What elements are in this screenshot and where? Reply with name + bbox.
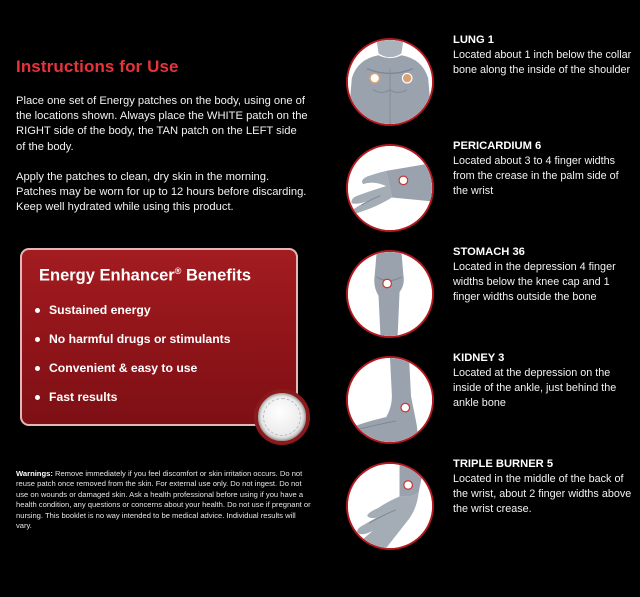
point-description: Located in the middle of the back of the wrist, about 2 finger widths above the wrist crease. bbox=[453, 473, 632, 515]
hand-back-illustration-icon bbox=[346, 462, 434, 550]
point-description: Located at the depression on the inside of the ankle, just behind the ankle bone bbox=[453, 367, 617, 409]
patch-illustration-icon bbox=[254, 389, 310, 445]
instructions-paragraph-placement: Place one set of Energy patches on the body, using one of the locations shown. Always place the WHITE patch on the RIGHT side of the body, the TAN patch on the LEFT side of the body. bbox=[16, 95, 308, 153]
instructions-paragraph-application: Apply the patches to clean, dry skin in the morning. Patches may be worn for up to 12 hours before discarding. Keep well hydrated while using this product. bbox=[16, 171, 307, 214]
bullet-icon bbox=[35, 337, 40, 342]
benefits-title bbox=[39, 266, 251, 286]
point-description: Located about 1 inch below the collar bone along the inside of the shoulder bbox=[453, 49, 632, 76]
bullet-icon bbox=[35, 308, 40, 313]
wrist-illustration-icon bbox=[346, 144, 434, 232]
bullet-icon bbox=[35, 366, 40, 371]
point-name: KIDNEY 3 bbox=[453, 352, 505, 364]
point-name: PERICARDIUM 6 bbox=[453, 140, 542, 152]
point-name: TRIPLE BURNER 5 bbox=[453, 458, 554, 470]
benefit-label: Convenient & easy to use bbox=[49, 361, 198, 375]
benefit-item bbox=[35, 303, 151, 317]
benefits-title-suffix: Benefits bbox=[181, 266, 252, 285]
benefit-label: No harmful drugs or stimulants bbox=[49, 332, 231, 346]
knee-illustration-icon bbox=[346, 250, 434, 338]
benefit-label: Fast results bbox=[49, 390, 118, 404]
registered-mark: ® bbox=[174, 266, 182, 276]
point-description: Located about 3 to 4 finger widths from the crease in the palm side of the wrist bbox=[453, 155, 619, 197]
benefit-label: Sustained energy bbox=[49, 303, 151, 317]
point-name: LUNG 1 bbox=[453, 34, 495, 46]
warnings-label: Warnings: bbox=[16, 469, 53, 478]
point-name: STOMACH 36 bbox=[453, 246, 525, 258]
benefits-title-brand: Energy Enhancer bbox=[39, 266, 175, 285]
ankle-illustration-icon bbox=[346, 356, 434, 444]
benefit-item bbox=[35, 390, 117, 404]
benefit-item bbox=[35, 332, 230, 346]
benefit-item bbox=[35, 361, 197, 375]
warnings-text bbox=[16, 469, 312, 531]
benefits-panel bbox=[20, 248, 298, 426]
warnings-body: Remove immediately if you feel discomfort or skin irritation occurs. Do not reuse patch once removed from the skin. For external use only. Do not ingest. Do not use on wounds or damaged skin. Ask a health professional before using if you have a health condition, any questions or concerns about your health. Do not use if pregnant or nursing. This booklet is no way intended to be medical advice. Individual results will vary. bbox=[16, 469, 311, 531]
point-description: Located in the depression 4 finger widths below the knee cap and 1 finger widths outside the bone bbox=[453, 261, 616, 303]
instructions-title: Instructions for Use bbox=[16, 57, 179, 76]
chest-illustration-icon bbox=[346, 38, 434, 126]
bullet-icon bbox=[35, 395, 40, 400]
